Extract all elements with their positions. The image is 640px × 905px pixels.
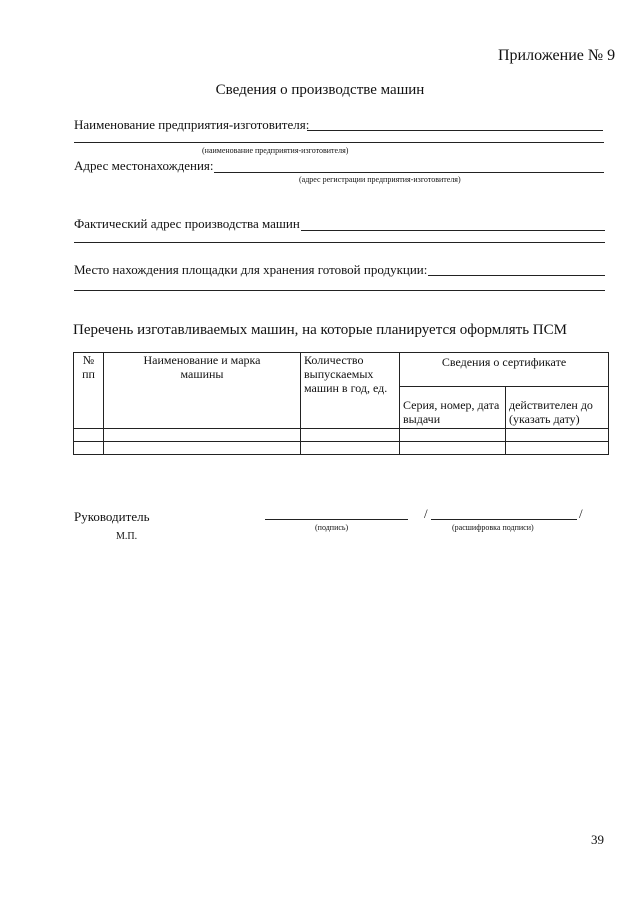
table-cell[interactable] [506,429,609,442]
header-num: № пп [74,353,104,429]
manufacturer-hint: (наименование предприятия-изготовителя) [202,146,349,155]
signature-hint: (подпись) [315,523,349,532]
table-cell[interactable] [400,429,506,442]
table-row [74,429,609,442]
address-hint: (адрес регистрации предприятия-изготовителя) [299,175,461,184]
machines-list-title: Перечень изготавливаемых машин, на которые планируется оформлять ПСМ [73,322,567,338]
document-title: Сведения о производстве машин [215,82,425,98]
production-address-field-line2[interactable] [74,242,605,243]
manufacturer-label: Наименование предприятия-изготовителя: [74,117,310,132]
table-cell[interactable] [301,429,400,442]
header-machine-name: Наименование и марка машины [104,353,301,429]
decode-slash-left: / [424,506,428,521]
header-series: Серия, номер, дата выдачи [400,387,506,429]
address-label: Адрес местонахождения: [74,158,214,173]
manufacturer-field[interactable] [307,130,603,131]
header-valid-until: действителен до (указать дату) [506,387,609,429]
production-address-field[interactable] [301,230,605,231]
table-cell[interactable] [74,442,104,455]
table-cell[interactable] [301,442,400,455]
page-number: 39 [591,832,604,847]
decode-hint: (расшифровка подписи) [452,523,534,532]
decode-field[interactable] [431,519,577,520]
decode-slash-right: / [579,506,583,521]
table-cell[interactable] [400,442,506,455]
manufacturer-field-line2[interactable] [74,142,604,143]
signature-field[interactable] [265,519,408,520]
machines-table [73,352,609,455]
stamp-label: М.П. [116,531,138,542]
table-cell[interactable] [104,442,301,455]
storage-label: Место нахождения площадки для хранения готовой продукции: [74,262,428,277]
storage-field-line2[interactable] [74,290,605,291]
production-address-label: Фактический адрес производства машин [74,216,300,231]
header-certificate: Сведения о сертификате [400,353,609,387]
table-cell[interactable] [104,429,301,442]
table-row [74,442,609,455]
address-field[interactable] [214,172,604,173]
table-cell[interactable] [74,429,104,442]
appendix-label: Приложение № 9 [498,47,616,64]
header-quantity: Количество выпускаемых машин в год, ед. [301,353,400,429]
storage-field[interactable] [428,275,605,276]
head-label: Руководитель [74,509,150,524]
table-cell[interactable] [506,442,609,455]
